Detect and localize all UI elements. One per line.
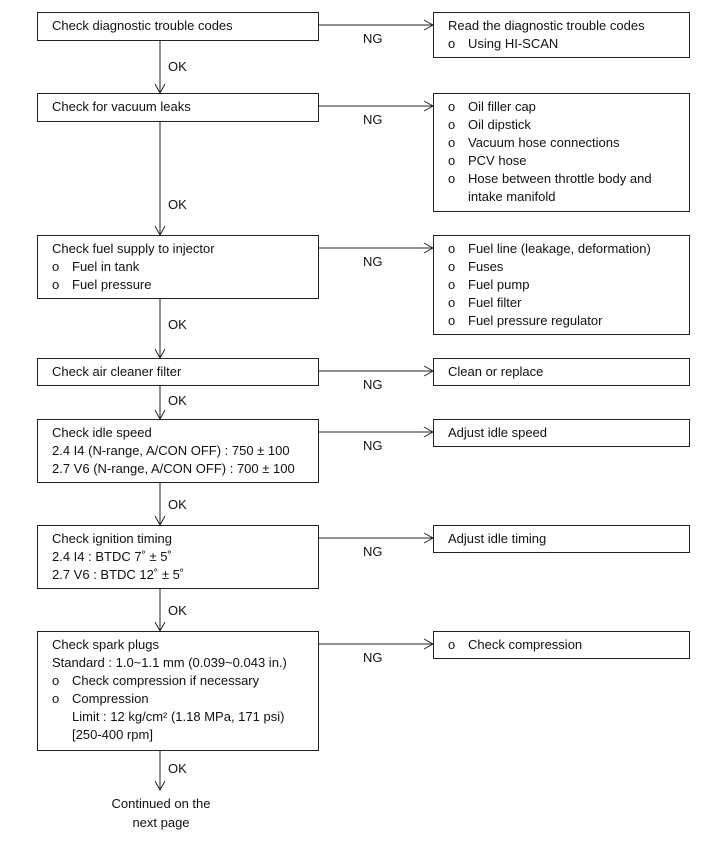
ok-label: OK — [168, 393, 187, 408]
action-detail-line — [448, 240, 689, 258]
step-detail-line — [52, 548, 318, 566]
bullet-marker: o — [448, 135, 456, 150]
ok-label: OK — [168, 497, 187, 512]
action-box — [433, 235, 690, 335]
step-detail-line — [52, 726, 318, 744]
action-detail-text: Oil filler cap — [468, 99, 536, 114]
bullet-marker: o — [448, 153, 456, 168]
action-detail-text: Vacuum hose connections — [468, 135, 620, 150]
step-detail-line — [52, 690, 318, 708]
action-detail-line — [448, 35, 689, 53]
step-detail-text: Compression — [72, 691, 149, 706]
bullet-marker: o — [448, 259, 456, 274]
action-detail-line — [448, 98, 689, 116]
action-box — [433, 419, 690, 447]
action-detail-text: Hose between throttle body and — [468, 171, 652, 186]
action-title: Read the diagnostic trouble codes — [448, 18, 645, 33]
step-box — [37, 93, 319, 122]
continued-line: Continued on the — [111, 796, 211, 811]
action-title: Adjust idle speed — [448, 425, 548, 440]
step-detail-text: [250-400 rpm] — [72, 727, 153, 742]
step-title: Check idle speed — [52, 425, 152, 440]
action-box — [433, 631, 690, 659]
continued-line: next page — [132, 815, 190, 830]
action-detail-line — [448, 188, 689, 206]
ng-label: NG — [363, 650, 383, 665]
action-detail-text: Check compression — [468, 637, 583, 652]
ok-label: OK — [168, 197, 187, 212]
action-detail-text: Fuel pressure regulator — [468, 313, 603, 328]
step-title: Check spark plugs — [52, 637, 159, 652]
step-title: Check air cleaner filter — [52, 364, 182, 379]
step-detail-line — [52, 460, 318, 478]
action-detail-text: PCV hose — [468, 153, 527, 168]
action-box — [433, 93, 690, 212]
action-detail-text: Fuel pump — [468, 277, 530, 292]
step-detail-line — [52, 654, 318, 672]
bullet-marker: o — [448, 241, 456, 256]
ng-label: NG — [363, 112, 383, 127]
step-detail-text: Standard : 1.0~1.1 mm (0.039~0.043 in.) — [52, 655, 287, 670]
action-detail-line — [448, 636, 689, 654]
bullet-marker: o — [448, 277, 456, 292]
action-title: Clean or replace — [448, 364, 544, 379]
action-detail-text: intake manifold — [468, 189, 556, 204]
action-box — [433, 525, 690, 553]
action-box — [433, 12, 690, 58]
ok-label: OK — [168, 59, 187, 74]
step-detail-text: Limit : 12 kg/cm² (1.18 MPa, 171 psi) — [72, 709, 285, 724]
action-detail-line — [448, 312, 689, 330]
bullet-marker: o — [448, 295, 456, 310]
action-detail-line — [448, 276, 689, 294]
action-title: Adjust idle timing — [448, 531, 547, 546]
action-detail-text: Fuel line (leakage, deformation) — [468, 241, 651, 256]
ng-label: NG — [363, 438, 383, 453]
ng-label: NG — [363, 544, 383, 559]
bullet-marker: o — [448, 637, 456, 652]
step-detail-line — [52, 442, 318, 460]
ng-label: NG — [363, 31, 383, 46]
step-detail-line — [52, 566, 318, 584]
action-detail-line — [448, 170, 689, 188]
step-box — [37, 631, 319, 751]
step-detail-line — [52, 276, 318, 294]
step-detail-text: Fuel pressure — [72, 277, 152, 292]
step-detail-text: 2.4 I4 : BTDC 7˚ ± 5˚ — [52, 549, 172, 564]
action-detail-line — [448, 152, 689, 170]
step-box — [37, 419, 319, 483]
ng-label: NG — [363, 377, 383, 392]
step-detail-text: Check compression if necessary — [72, 673, 260, 688]
action-detail-line — [448, 116, 689, 134]
action-detail-line — [448, 134, 689, 152]
continued-note — [95, 794, 227, 832]
step-title: Check diagnostic trouble codes — [52, 18, 233, 33]
action-detail-text: Fuses — [468, 259, 504, 274]
bullet-marker: o — [448, 313, 456, 328]
bullet-marker: o — [52, 673, 60, 688]
step-detail-text: Fuel in tank — [72, 259, 140, 274]
bullet-marker: o — [52, 259, 60, 274]
step-detail-line — [52, 708, 318, 726]
step-title: Check fuel supply to injector — [52, 241, 215, 256]
bullet-marker: o — [448, 99, 456, 114]
step-title: Check for vacuum leaks — [52, 99, 191, 114]
ng-label: NG — [363, 254, 383, 269]
action-detail-line — [448, 294, 689, 312]
ok-label: OK — [168, 761, 187, 776]
bullet-marker: o — [52, 277, 60, 292]
step-detail-line — [52, 258, 318, 276]
ok-label: OK — [168, 317, 187, 332]
step-detail-line — [52, 672, 318, 690]
action-detail-text: Using HI-SCAN — [468, 36, 559, 51]
step-detail-text: 2.7 V6 (N-range, A/CON OFF) : 700 ± 100 — [52, 461, 295, 476]
step-box — [37, 525, 319, 589]
bullet-marker: o — [52, 691, 60, 706]
action-detail-text: Fuel filter — [468, 295, 522, 310]
bullet-marker: o — [448, 36, 456, 51]
bullet-marker: o — [448, 117, 456, 132]
action-detail-line — [448, 258, 689, 276]
step-title: Check ignition timing — [52, 531, 172, 546]
step-box — [37, 12, 319, 41]
action-box — [433, 358, 690, 386]
action-detail-text: Oil dipstick — [468, 117, 531, 132]
step-detail-text: 2.7 V6 : BTDC 12˚ ± 5˚ — [52, 567, 185, 582]
ok-label: OK — [168, 603, 187, 618]
step-box — [37, 235, 319, 299]
step-box — [37, 358, 319, 386]
step-detail-text: 2.4 I4 (N-range, A/CON OFF) : 750 ± 100 — [52, 443, 290, 458]
bullet-marker: o — [448, 171, 456, 186]
